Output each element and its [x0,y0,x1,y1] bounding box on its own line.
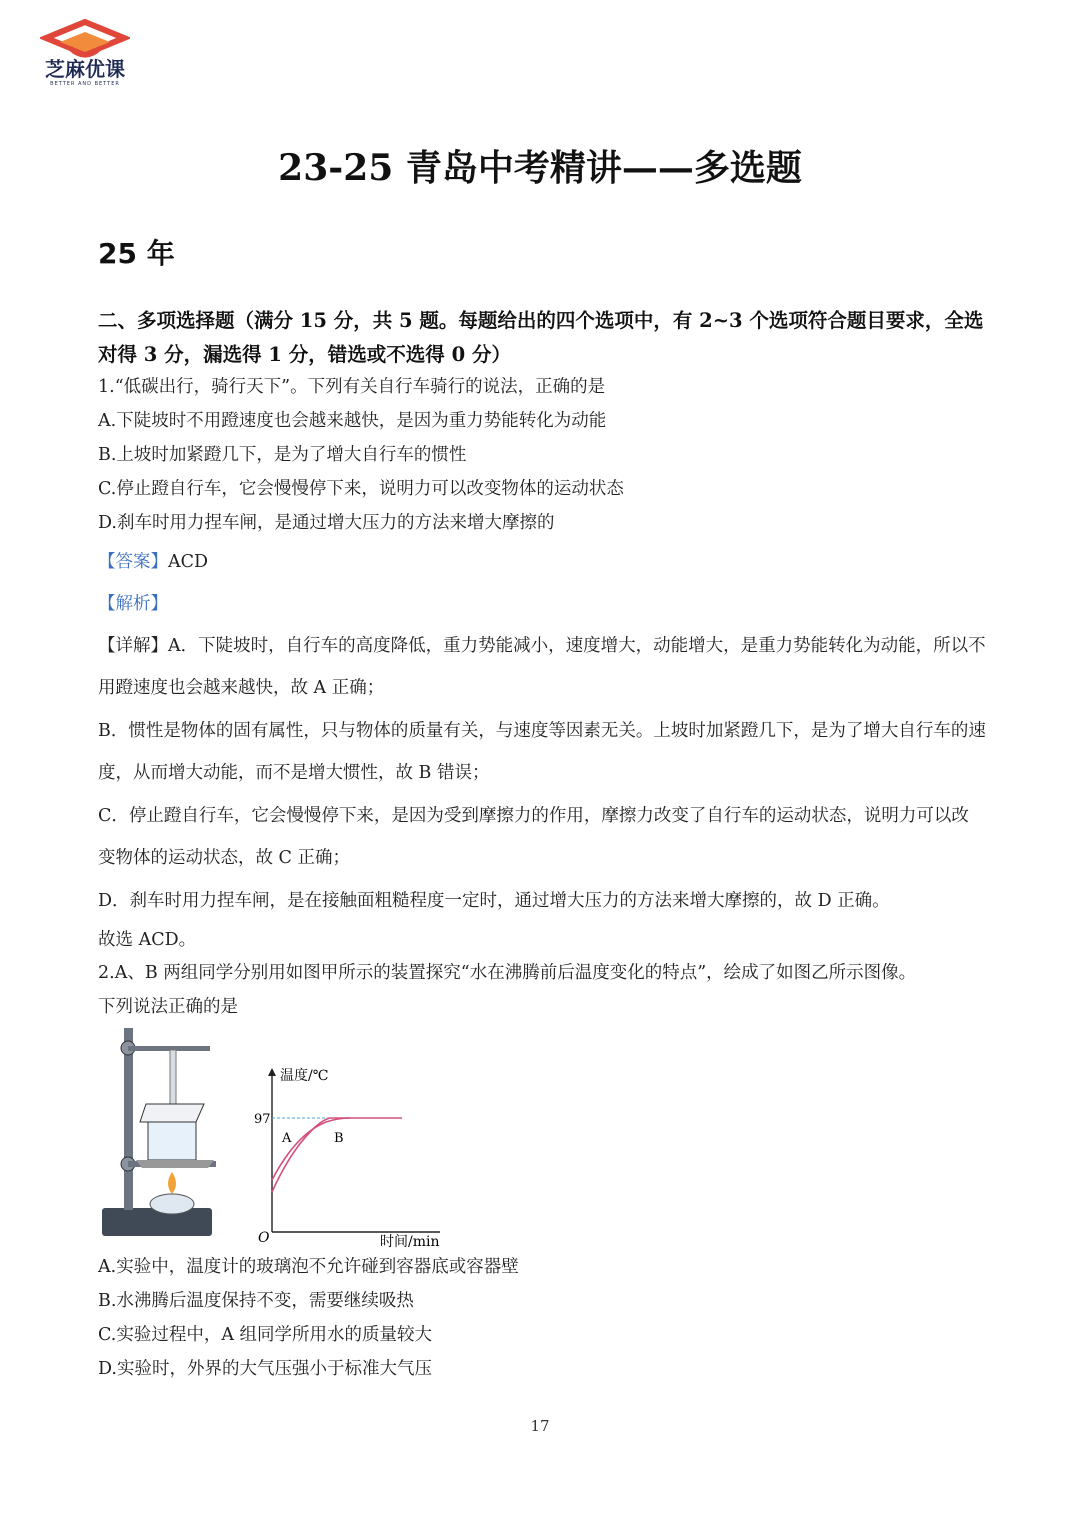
year-heading: 25 年 [98,237,175,270]
clamp-arm [128,1046,210,1051]
q1-option-a: A.下陡坡时不用蹬速度也会越来越快，是因为重力势能转化为动能 [98,411,607,431]
page-title: 23-25 青岛中考精讲——多选题 [278,147,802,189]
q2-option-a: A.实验中，温度计的玻璃泡不允许碰到容器底或容器壁 [98,1257,519,1277]
q2-option-b: B.水沸腾后温度保持不变，需要继续吸热 [98,1291,414,1311]
x-axis-label: 时间/min [380,1234,440,1250]
temperature-time-graph [250,1062,450,1252]
detail-a-text: A．下陡坡时，自行车的高度降低，重力势能减小，速度增大，动能增大，是重力势能转化为动能，所以不用蹬速度也会越来越快，故 A 正确； [98,636,986,698]
curve-b-label: B [334,1131,344,1146]
alcohol-lamp [150,1194,194,1214]
curve-a-label: A [282,1131,292,1146]
q2-stem-line1: 2.A、B 两组同学分别用如图甲所示的装置探究“水在沸腾前后温度变化的特点”，绘成了如图乙所示图像。 [98,963,917,983]
detail-label: 【详解】 [98,636,168,656]
q1-option-d: D.刹车时用力捏车闸，是通过增大压力的方法来增大摩擦的 [98,513,555,533]
beaker [148,1122,196,1160]
y-axis-arrow [268,1068,276,1076]
logo-tagline: BETTER AND BETTER [50,81,120,87]
flame [168,1172,176,1194]
q1-option-c: C.停止蹬自行车，它会慢慢停下来，说明力可以改变物体的运动状态 [98,479,624,499]
q1-option-b: B.上坡时加紧蹬几下，是为了增大自行车的惯性 [98,445,467,465]
apparatus-illustration [96,1022,216,1240]
wire-gauze [136,1160,214,1168]
detail-b: B．惯性是物体的固有属性，只与物体的质量有关，与速度等因素无关。上坡时加紧蹬几下，是为了增大自行车的速度，从而增大动能，而不是增大惯性，故 B 错误； [98,721,986,783]
origin-label: O [258,1230,270,1246]
analysis-label: 【解析】 [98,594,168,614]
q2-option-c: C.实验过程中，A 组同学所用水的质量较大 [98,1325,433,1345]
detail-c: C．停止蹬自行车，它会慢慢停下来，是因为受到摩擦力的作用，摩擦力改变了自行车的运动状态，说明力可以改变物体的运动状态，故 C 正确； [98,806,969,868]
q2-option-d: D.实验时，外界的大气压强小于标准大气压 [98,1359,432,1379]
tick-97: 97 [254,1112,271,1127]
q1-answer [98,549,208,575]
curve-b [272,1118,350,1180]
beaker-lid [140,1104,204,1122]
answer-label: 【答案】 [98,552,168,572]
answer-value: ACD [168,552,209,572]
logo-brand-text: 芝麻优课 [45,57,125,81]
detail-a [98,625,986,709]
conclusion: 故选 ACD。 [98,930,197,950]
q2-stem-line2: 下列说法正确的是 [98,997,238,1017]
section-heading: 二、多项选择题（满分 15 分，共 5 题。每题给出的四个选项中，有 2~3 个选项符合题目要求，全选对得 3 分，漏选得 1 分，错选或不选得 0 分） [98,309,984,366]
q1-stem: 1.“低碳出行，骑行天下”。下列有关自行车骑行的说法，正确的是 [98,377,606,397]
page-number: 17 [530,1417,550,1435]
y-axis-label: 温度/℃ [280,1068,329,1084]
detail-d: D．刹车时用力捏车闸，是在接触面粗糙程度一定时，通过增大压力的方法来增大摩擦的，故 D 正确。 [98,891,890,911]
curve-a [272,1118,402,1192]
stand-base [102,1208,212,1236]
